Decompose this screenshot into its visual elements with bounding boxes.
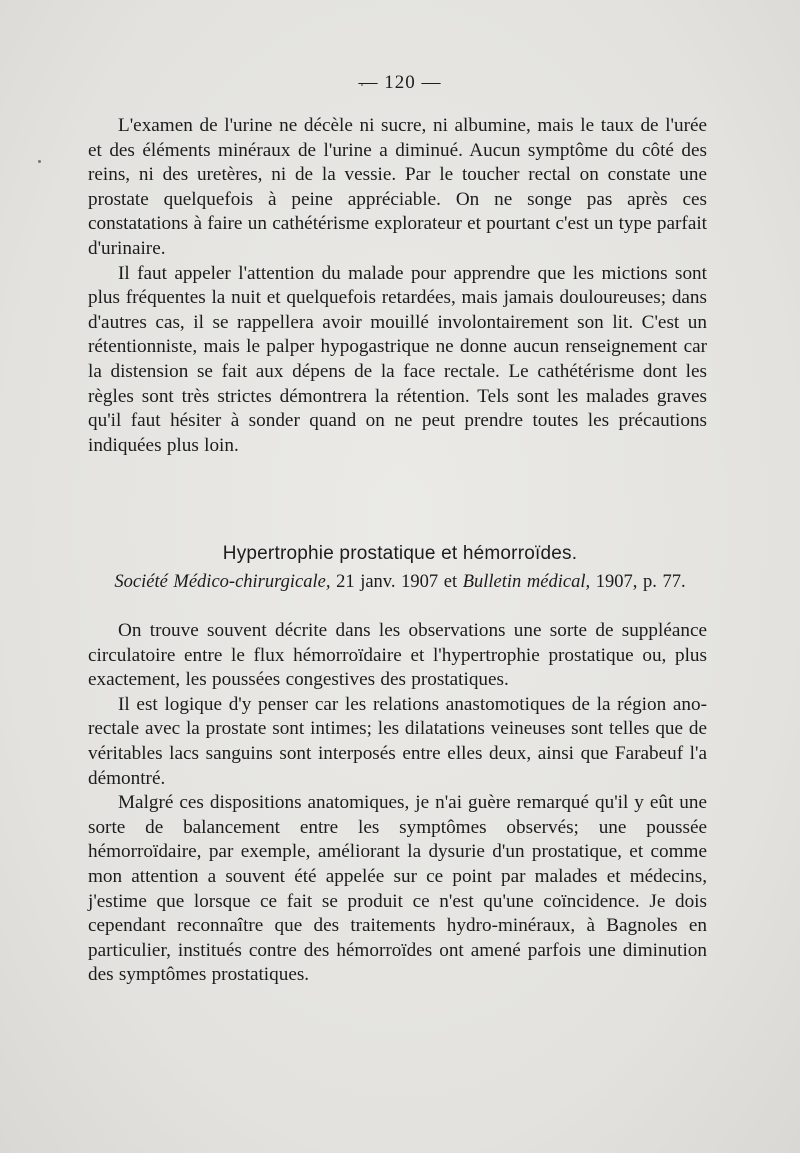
section-1-body [88,114,707,458]
source-ref: 1907, p. 77. [590,572,686,592]
source-society: Société Médico-chirurgicale, [114,572,331,592]
source-bulletin: Bulletin médical, [462,572,591,592]
paragraph: Malgré ces dispositions anatomiques, je n'ai guère remarqué qu'il y eût une sorte de balancement entre les symptômes observés; une poussée hémorroïdaire, par exemple, améliorant la dysurie d'un prostatique, et comme mon attention a souvent été appelée sur ce point par malades et médecins, j'estime que lorsque ce fait se produit ce n'est qu'une coïncidence. Je dois cependant reconnaître que des traitements hydro-minéraux, à Bagnoles en particulier, institués contre des hémorroïdes ont amené parfois une diminution des symptômes prostatiques. [88,792,707,986]
source-date: 21 janv. 1907 et [330,572,463,592]
scan-speck [38,160,41,163]
paragraph: Il faut appeler l'attention du malade pour apprendre que les mictions sont plus fréquentes la nuit et quelquefois retardées, mais jamais douloureuses; dans d'autres cas, il se rappellera avoir mouillé involontairement son lit. C'est un rétentionniste, mais le palper hypogastrique ne donne aucun renseignement car la distension se fait aux dépens de la face rectale. Le cathétérisme dont les règles sont très strictes démontrera la rétention. Tels sont les malades graves qu'il faut hésiter à sonder quand on ne peut prendre toutes les précautions indiquées plus loin. [88,262,707,456]
source-reference [0,572,800,593]
section-title: Hypertrophie prostatique et hémorroïdes. [222,543,578,564]
paragraph: On trouve souvent décrite dans les observations une sorte de suppléance circulatoire entre le flux hémorroïdaire et l'hypertrophie prostatique ou, plus exactement, les poussées congestives des prostatiques. [88,620,707,691]
paragraph: Il est logique d'y penser car les relations anastomotiques de la région ano-rectale avec la prostate sont intimes; les dilatations veineuses sont telles que de véritables lacs sanguins sont interposés entre elles deux, ainsi que Farabeuf l'a démontré. [88,693,707,789]
page-number: — 120 — [358,72,442,93]
section-2-body [88,619,707,988]
paragraph: L'examen de l'urine ne décèle ni sucre, ni albumine, mais le taux de l'urée et des éléments minéraux de l'urine a diminué. Aucun symptôme du côté des reins, ni des uretères, ni de la vessie. Par le toucher rectal on constate une prostate quelquefois à peine appréciable. On ne songe pas après ces constatations à faire un cathétérisme explorateur et pourtant c'est un type parfait d'urinaire. [88,115,707,259]
